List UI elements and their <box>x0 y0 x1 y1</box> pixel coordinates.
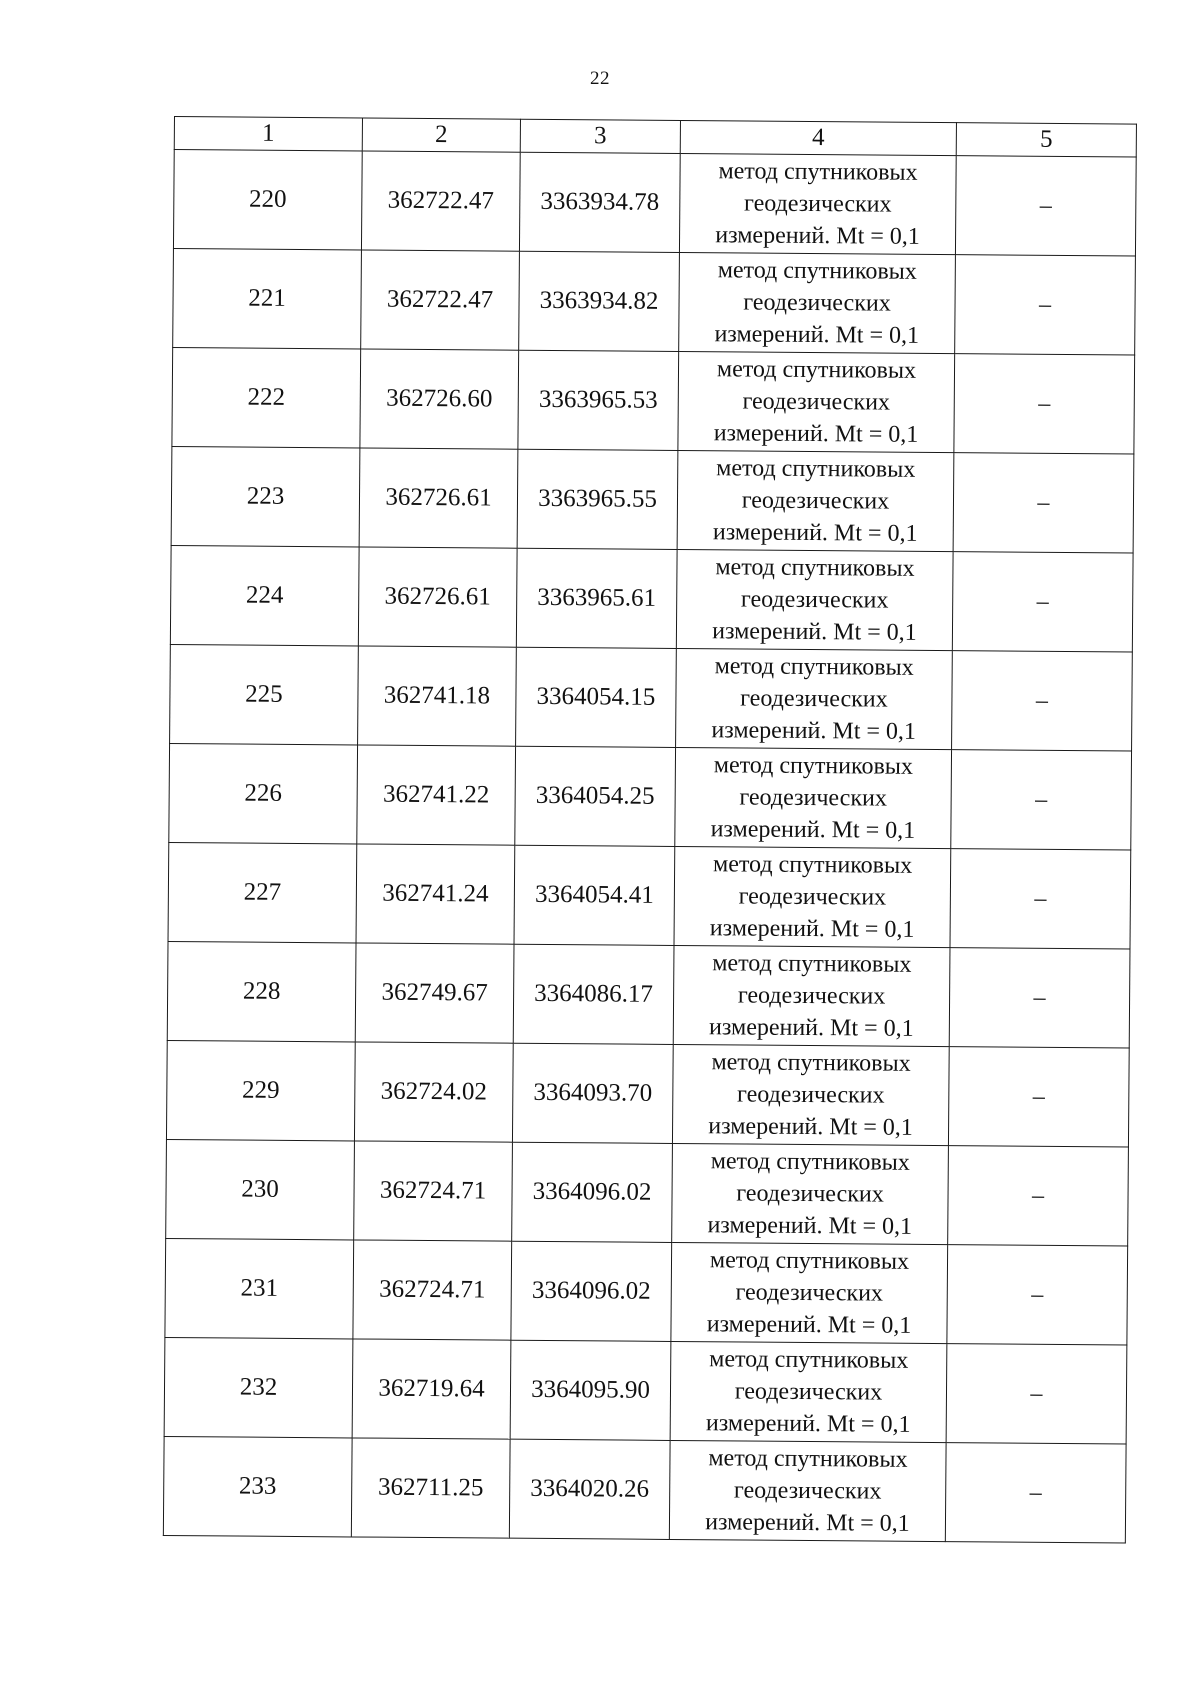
method-cell <box>679 153 956 254</box>
note-cell: – <box>954 354 1135 454</box>
y-coordinate-cell: 3364095.90 <box>510 1340 671 1440</box>
method-line: метод спутниковых <box>716 356 917 384</box>
x-coordinate-cell: 362726.61 <box>358 547 517 647</box>
method-line: геодезических <box>734 1378 883 1406</box>
table-row <box>167 941 1130 1048</box>
method-line: метод спутниковых <box>710 1148 910 1176</box>
point-number-cell: 222 <box>172 347 361 447</box>
note-cell: – <box>948 1047 1129 1147</box>
coordinates-table <box>163 116 1137 1544</box>
header-col-1: 1 <box>174 117 362 151</box>
x-coordinate-cell: 362724.02 <box>354 1042 513 1142</box>
method-cell <box>676 549 953 650</box>
method-line: измерений. Mt = 0,1 <box>712 618 917 646</box>
y-coordinate-cell: 3363965.61 <box>516 548 677 648</box>
method-line: метод спутниковых <box>713 752 914 780</box>
method-cell <box>675 747 952 848</box>
method-line: геодезических <box>743 289 891 317</box>
method-line: метод спутниковых <box>712 950 912 978</box>
note-cell: – <box>947 1245 1128 1345</box>
note-cell: – <box>955 156 1136 256</box>
method-cell <box>677 450 954 551</box>
y-coordinate-cell: 3363965.53 <box>518 350 679 450</box>
method-line: метод спутниковых <box>711 1049 911 1077</box>
method-cell <box>678 351 955 452</box>
method-cell <box>672 1143 949 1244</box>
point-number-cell: 227 <box>168 842 357 942</box>
x-coordinate-cell: 362711.25 <box>351 1438 510 1538</box>
y-coordinate-cell: 3364054.15 <box>516 647 677 747</box>
method-cell <box>676 648 953 749</box>
table-row <box>165 1238 1128 1345</box>
point-number-cell: 224 <box>170 545 359 645</box>
table-row <box>164 1337 1127 1444</box>
y-coordinate-cell: 3364054.25 <box>515 746 676 846</box>
method-line: измерений. Mt = 0,1 <box>707 1212 913 1240</box>
method-cell <box>671 1242 948 1343</box>
method-cell <box>670 1341 947 1442</box>
note-cell: – <box>948 1146 1129 1246</box>
note-cell: – <box>952 651 1133 751</box>
method-line: измерений. Mt = 0,1 <box>705 1410 911 1438</box>
point-number-cell: 220 <box>173 150 362 250</box>
method-line: метод спутниковых <box>717 257 917 285</box>
table-row <box>170 644 1133 751</box>
method-line: геодезических <box>736 1081 885 1109</box>
page-number: 22 <box>590 68 610 89</box>
point-number-cell: 232 <box>164 1337 353 1437</box>
table-row <box>166 1040 1129 1147</box>
point-number-cell: 223 <box>171 446 360 546</box>
method-line: метод спутниковых <box>708 1445 908 1473</box>
table-row <box>173 150 1136 257</box>
note-cell: – <box>955 255 1136 355</box>
method-line: геодезических <box>739 784 887 812</box>
method-cell <box>673 945 950 1046</box>
y-coordinate-cell: 3364020.26 <box>509 1439 670 1539</box>
method-line: геодезических <box>740 586 889 614</box>
note-cell: – <box>952 552 1133 652</box>
header-col-3: 3 <box>520 119 680 153</box>
method-line: измерений. Mt = 0,1 <box>712 519 918 547</box>
method-cell <box>672 1044 949 1145</box>
method-line: метод спутниковых <box>709 1247 910 1275</box>
method-line: измерений. Mt = 0,1 <box>715 222 920 250</box>
y-coordinate-cell: 3363934.82 <box>519 251 680 351</box>
method-line: геодезических <box>741 487 890 515</box>
method-cell <box>679 252 956 353</box>
method-line: геодезических <box>743 190 892 218</box>
method-line: измерений. Mt = 0,1 <box>705 1509 910 1537</box>
method-line: метод спутниковых <box>718 158 918 186</box>
table-row <box>168 842 1131 949</box>
table-row <box>163 1436 1126 1543</box>
method-cell <box>669 1440 946 1541</box>
method-line: измерений. Mt = 0,1 <box>711 717 917 745</box>
method-line: геодезических <box>740 685 888 713</box>
note-cell: – <box>945 1443 1126 1543</box>
method-line: метод спутниковых <box>715 554 915 582</box>
method-line: геодезических <box>742 388 891 416</box>
x-coordinate-cell: 362726.60 <box>360 349 519 449</box>
point-number-cell: 231 <box>165 1238 354 1338</box>
x-coordinate-cell: 362724.71 <box>354 1141 513 1241</box>
note-cell: – <box>949 948 1130 1048</box>
note-cell: – <box>953 453 1134 553</box>
method-line: метод спутниковых <box>714 653 914 681</box>
method-line: геодезических <box>735 1279 884 1307</box>
method-line: геодезических <box>738 883 887 911</box>
x-coordinate-cell: 362741.24 <box>356 844 515 944</box>
table-row <box>173 248 1136 355</box>
y-coordinate-cell: 3364086.17 <box>513 944 674 1044</box>
method-line: измерений. Mt = 0,1 <box>708 1113 913 1141</box>
point-number-cell: 229 <box>166 1040 355 1140</box>
x-coordinate-cell: 362741.22 <box>357 745 516 845</box>
note-cell: – <box>950 849 1131 949</box>
x-coordinate-cell: 362726.61 <box>359 448 518 548</box>
note-cell: – <box>951 750 1132 850</box>
x-coordinate-cell: 362719.64 <box>352 1339 511 1439</box>
method-line: метод спутниковых <box>709 1346 909 1374</box>
y-coordinate-cell: 3364054.41 <box>514 845 675 945</box>
y-coordinate-cell: 3364096.02 <box>511 1241 672 1341</box>
method-line: метод спутниковых <box>716 455 916 483</box>
note-cell: – <box>946 1344 1127 1444</box>
y-coordinate-cell: 3364096.02 <box>512 1142 673 1242</box>
header-col-5: 5 <box>956 123 1136 157</box>
x-coordinate-cell: 362724.71 <box>353 1240 512 1340</box>
table-row <box>169 743 1132 850</box>
table-row <box>166 1139 1129 1246</box>
x-coordinate-cell: 362749.67 <box>355 943 514 1043</box>
y-coordinate-cell: 3363934.78 <box>519 152 680 252</box>
x-coordinate-cell: 362722.47 <box>361 250 520 350</box>
method-line: измерений. Mt = 0,1 <box>709 915 915 943</box>
method-line: геодезических <box>733 1477 882 1505</box>
method-line: измерений. Mt = 0,1 <box>714 321 920 349</box>
method-line: измерений. Mt = 0,1 <box>710 816 916 844</box>
method-line: измерений. Mt = 0,1 <box>706 1311 912 1339</box>
method-line: измерений. Mt = 0,1 <box>708 1014 914 1042</box>
point-number-cell: 221 <box>173 248 362 348</box>
table-row <box>172 347 1135 454</box>
point-number-cell: 233 <box>163 1436 352 1536</box>
header-col-4: 4 <box>680 120 956 155</box>
header-col-2: 2 <box>362 118 520 152</box>
x-coordinate-cell: 362741.18 <box>358 646 517 746</box>
y-coordinate-cell: 3364093.70 <box>512 1043 673 1143</box>
method-line: измерений. Mt = 0,1 <box>713 420 919 448</box>
table-body <box>163 150 1136 1544</box>
point-number-cell: 230 <box>166 1139 355 1239</box>
point-number-cell: 225 <box>170 644 359 744</box>
point-number-cell: 228 <box>167 941 356 1041</box>
x-coordinate-cell: 362722.47 <box>361 151 520 251</box>
table-row <box>171 446 1134 553</box>
method-cell <box>674 846 951 947</box>
table-row <box>170 545 1133 652</box>
method-line: метод спутниковых <box>712 851 913 879</box>
point-number-cell: 226 <box>169 743 358 843</box>
method-line: геодезических <box>736 1180 884 1208</box>
method-line: геодезических <box>737 982 886 1010</box>
y-coordinate-cell: 3363965.55 <box>517 449 678 549</box>
